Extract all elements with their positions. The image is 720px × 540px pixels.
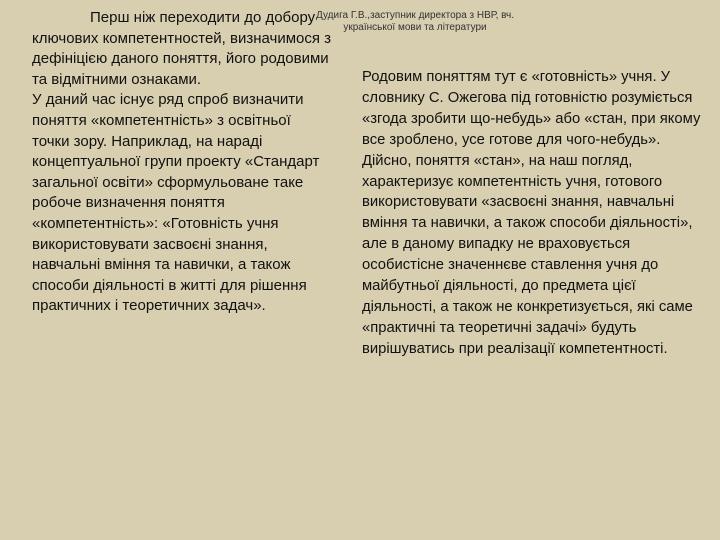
left-text-column	[32, 8, 332, 317]
author-line-2: української мови та літератури	[343, 22, 487, 33]
right-paragraph: Родовим поняттям тут є «готовність» учня. У словнику С. Ожегова під готовністю розуміється «згода зробити що-небудь» або «стан, при якому все зроблено, усе готове для чого-небудь». Дійсно, поняття «стан», на наш погляд, характеризує компетентність учня, готового використовувати «засвоєні знання, навчальні вміння та навички, а також способи діяльності», але в даному випадку не враховується особистісне значеннєве ставлення учня до майбутньої діяльності, до предмета цієї діяльності, а також не конкретизується, які саме «практичні та теоретичні задачі» будуть вирішуватись при реалізації компетентності.	[362, 69, 701, 357]
left-paragraph-2: У даний час існує ряд спроб визначити поняття «компетентність» з освітньої точки зору. Наприклад, на нараді концептуальної групи проекту «Стандарт загальної освіти» сформульоване таке робоче визначення поняття «компетентність»: «Готовність учня використовувати засвоєні знання, навчальні вміння та навички, а також способи діяльності в житті для рішення практичних і теоретичних задач».	[32, 91, 320, 315]
author-line-1: Дудига Г.В.,заступник директора з НВР, вч.	[316, 10, 514, 21]
left-paragraph-1: Перш ніж переходити до добору ключових компетентностей, визначимося з дефініцією даного поняття, його родовими та відмітними ознаками.	[32, 9, 332, 88]
right-text-column	[362, 67, 704, 360]
